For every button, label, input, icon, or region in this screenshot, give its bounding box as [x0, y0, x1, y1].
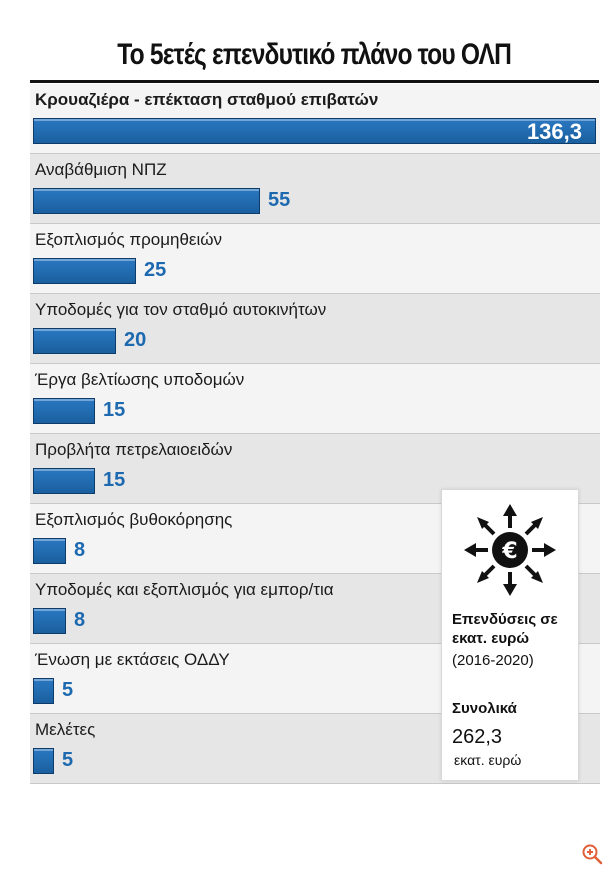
zoom-in-icon[interactable] — [581, 843, 603, 865]
bar-value-label: 15 — [103, 399, 126, 421]
bar — [33, 608, 66, 634]
bar-value-label: 25 — [144, 259, 167, 281]
bar — [33, 748, 54, 774]
bar-label: Μελέτες — [35, 720, 96, 739]
bar-label: Εξοπλισμός βυθοκόρησης — [35, 510, 233, 529]
bar-value-label: 5 — [62, 749, 74, 771]
bar-label: Προβλήτα πετρελαιοειδών — [35, 440, 233, 459]
bar-row — [30, 364, 600, 434]
legend-total-value: 262,3 — [452, 726, 503, 748]
bar — [33, 328, 116, 354]
bar-label: Εξοπλισμός προμηθειών — [35, 230, 223, 249]
bar — [33, 678, 54, 704]
bar-label: Υποδομές για τον σταθμό αυτοκινήτων — [35, 300, 327, 319]
bar-value-label: 136,3 — [526, 119, 582, 144]
bar-label: Ένωση με εκτάσεις ΟΔΔΥ — [35, 650, 230, 669]
bar-label: Αναβάθμιση ΝΠΖ — [35, 160, 167, 179]
bar-value-label: 15 — [103, 469, 126, 491]
chart-title: Το 5ετές επενδυτικό πλάνο του ΟΛΠ — [117, 38, 512, 71]
bar-row — [30, 224, 600, 294]
bar — [33, 468, 95, 494]
bar-row — [30, 294, 600, 364]
bar — [33, 398, 95, 424]
svg-text:€: € — [502, 539, 518, 564]
bar — [33, 188, 260, 214]
legend-period: (2016-2020) — [452, 652, 534, 669]
bar — [33, 258, 136, 284]
legend-total-unit: εκατ. ευρώ — [454, 752, 522, 768]
bar-value-label: 20 — [124, 329, 147, 351]
legend-box — [441, 489, 579, 781]
bar-label: Έργα βελτίωσης υποδομών — [35, 370, 245, 389]
euro-arrows-icon — [460, 500, 560, 600]
chart-title-box — [30, 30, 599, 83]
bar — [33, 118, 596, 144]
bar — [33, 538, 66, 564]
bar-row — [30, 84, 600, 154]
bar-label: Υποδομές και εξοπλισμός για εμπορ/τια — [35, 580, 334, 599]
legend-total-label: Συνολικά — [452, 700, 517, 717]
bar-value-label: 55 — [268, 189, 291, 211]
bar-value-label: 8 — [74, 539, 86, 561]
bar-value-label: 5 — [62, 679, 74, 701]
legend-heading: Επενδύσεις σε εκατ. ευρώ — [452, 611, 558, 647]
bar-row — [30, 154, 600, 224]
bar-label: Κρουαζιέρα - επέκταση σταθμού επιβατών — [35, 90, 379, 109]
bar-value-label: 8 — [74, 609, 86, 631]
